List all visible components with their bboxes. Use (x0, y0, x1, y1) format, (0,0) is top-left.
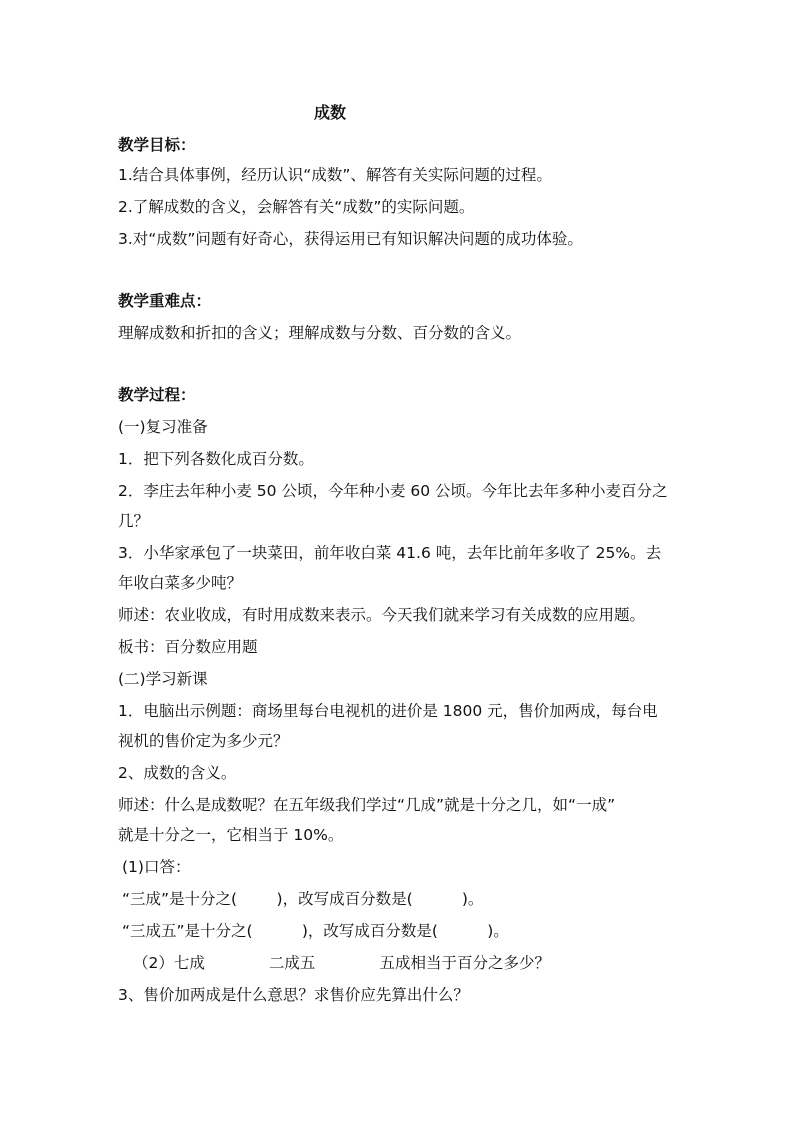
objective-item-3: 3.对“成数”问题有好奇心，获得运用已有知识解决问题的成功体验。 (118, 230, 583, 248)
key-points-text: 理解成数和折扣的含义；理解成数与分数、百分数的含义。 (118, 324, 522, 342)
key-points-heading: 教学重难点： (118, 292, 212, 310)
new-lesson-item-3: 3、售价加两成是什么意思？求售价应先算出什么？ (118, 986, 469, 1004)
teacher-remark-1: 师述：农业收成，有时用成数来表示。今天我们就来学习有关成数的应用题。 (118, 606, 646, 624)
new-lesson-item-2: 2、成数的含义。 (118, 764, 237, 782)
review-question-2-line1: 2．李庄去年种小麦 50 公顷，今年种小麦 60 公顷。今年比去年多种小麦百分之 (118, 482, 668, 500)
review-question-3-line1: 3．小华家承包了一块菜田，前年收白菜 41.6 吨，去年比前年多收了 25%。去 (118, 544, 662, 562)
review-question-2-line2: 几？ (118, 512, 150, 530)
oral-answer-2: “三成五”是十分之( )，改写成百分数是( )。 (122, 922, 509, 940)
oral-answer-title: (1)口答： (122, 858, 191, 876)
board-note: 板书：百分数应用题 (118, 638, 258, 656)
review-question-3-line2: 年收白菜多少吨？ (118, 574, 243, 592)
oral-answer-1: “三成”是十分之( )，改写成百分数是( )。 (122, 890, 484, 908)
process-heading: 教学过程： (118, 386, 196, 404)
document-title: 成数 (313, 103, 346, 122)
teacher-remark-2-line2: 就是十分之一，它相当于 10%。 (118, 826, 344, 844)
exercise-2: （2）七成 二成五 五成相当于百分之多少？ (133, 954, 550, 972)
objectives-heading: 教学目标： (118, 136, 196, 154)
new-lesson-item-1-line2: 视机的售价定为多少元？ (118, 732, 289, 750)
part1-title: (一)复习准备 (118, 418, 208, 436)
objective-item-2: 2.了解成数的含义，会解答有关“成数”的实际问题。 (118, 198, 475, 216)
review-question-1: 1．把下列各数化成百分数。 (118, 450, 314, 468)
teacher-remark-2-line1: 师述：什么是成数呢？在五年级我们学过“几成”就是十分之几，如“一成” (118, 796, 616, 814)
part2-title: (二)学习新课 (118, 670, 208, 688)
objective-item-1: 1.结合具体事例，经历认识“成数”、解答有关实际问题的过程。 (118, 166, 552, 184)
new-lesson-item-1-line1: 1．电脑出示例题：商场里每台电视机的进价是 1800 元，售价加两成，每台电 (118, 702, 658, 720)
